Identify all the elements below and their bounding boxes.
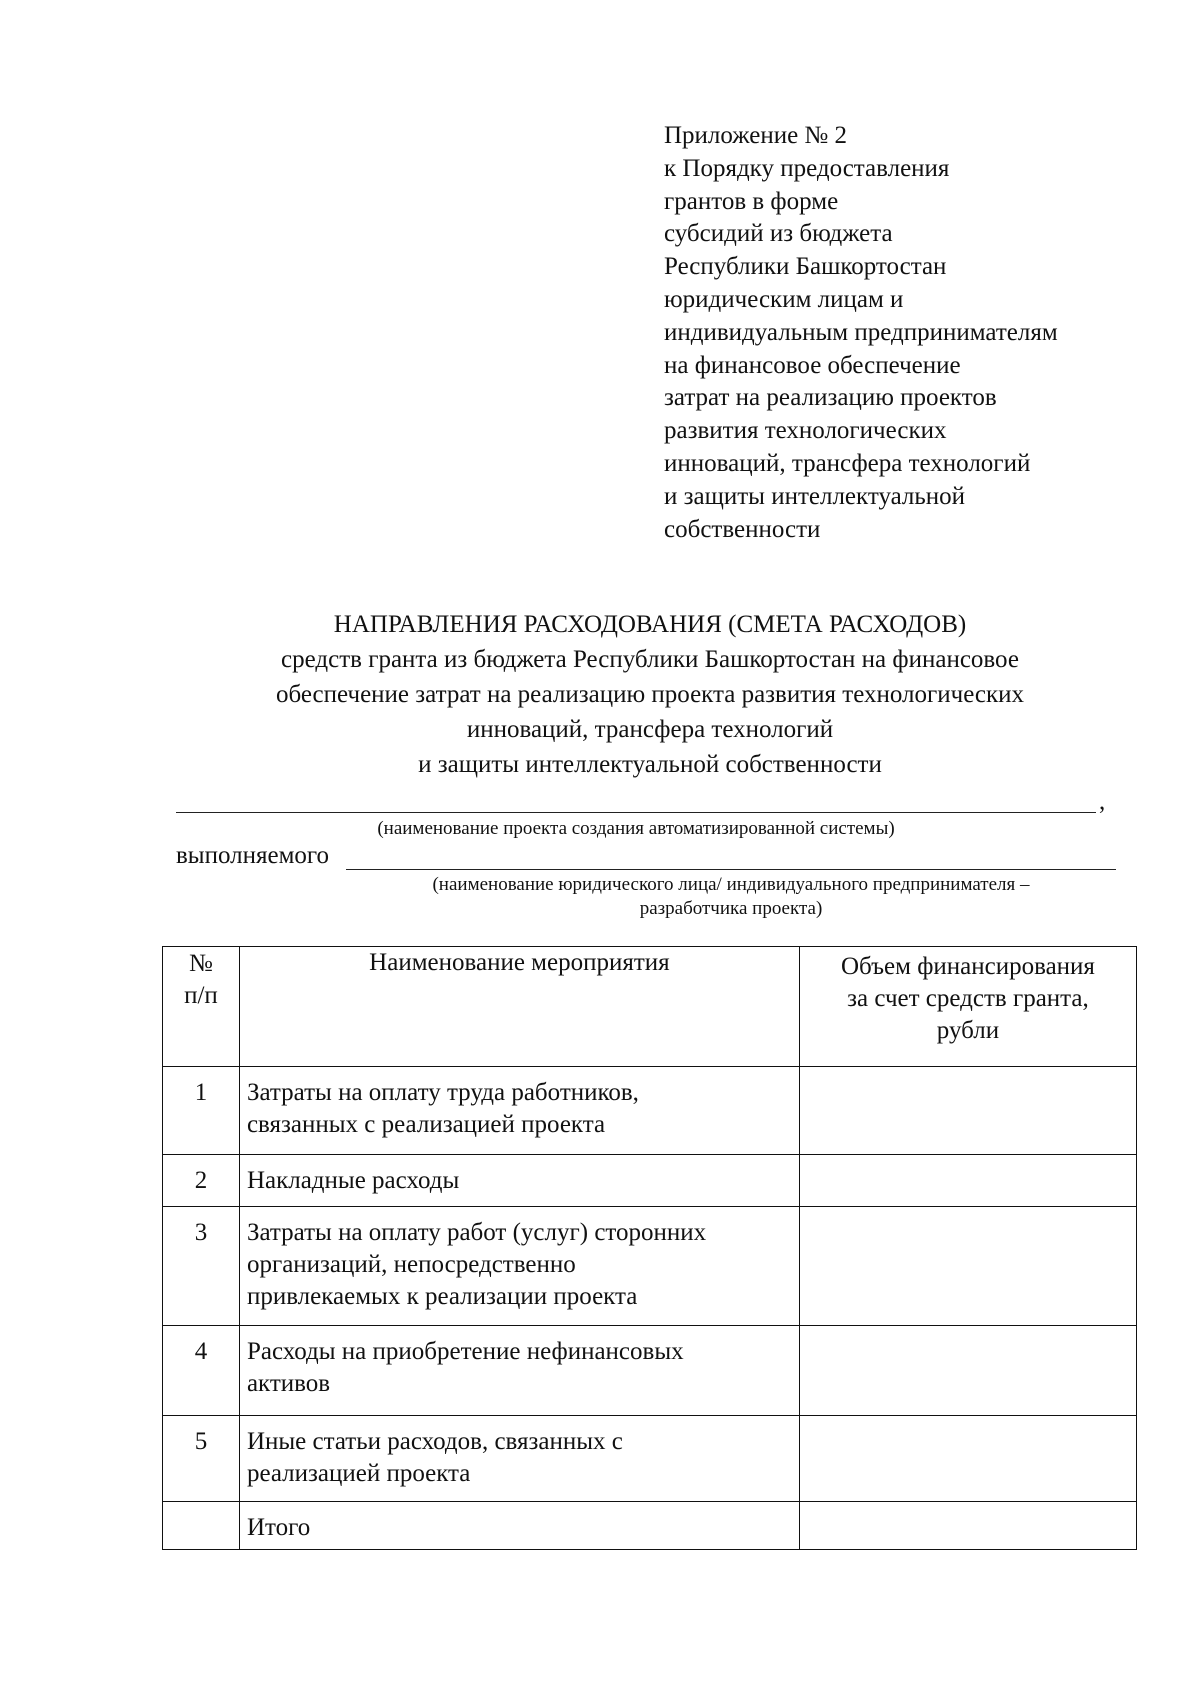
row-name-line: активов <box>246 1370 331 1397</box>
appendix-line: индивидуальным предпринимателям <box>664 318 1058 346</box>
header-name: Наименование мероприятия <box>239 947 799 1067</box>
row-name-line: Расходы на приобретение нефинансовых <box>246 1338 684 1365</box>
appendix-header <box>664 120 1164 546</box>
performer-hint-line: (наименование юридического лица/ индивидуального предпринимателя – <box>432 874 1030 895</box>
row-name-line: связанных с реализацией проекта <box>246 1111 606 1138</box>
row-num <box>163 1502 240 1550</box>
title-line: и защиты интеллектуальной собственности <box>418 751 882 778</box>
row-name <box>239 1155 799 1207</box>
row-name <box>239 1326 799 1416</box>
row-amount-cell[interactable] <box>799 1067 1136 1155</box>
appendix-line: инноваций, трансфера технологий <box>664 449 1031 477</box>
table-row <box>163 1326 1137 1416</box>
appendix-line: на финансовое обеспечение <box>664 351 961 379</box>
row-name <box>239 1502 799 1550</box>
header-amount-line: за счет средств гранта, <box>847 985 1089 1012</box>
table-row <box>163 1155 1137 1207</box>
performer-name-fill-line[interactable] <box>346 869 1116 870</box>
performer-name-hint <box>346 873 1116 921</box>
performer-label: выполняемого <box>176 842 330 869</box>
row-name-line: Иные статьи расходов, связанных с <box>246 1428 623 1455</box>
table-row <box>163 1207 1137 1326</box>
appendix-line: Республики Башкортостан <box>664 253 947 281</box>
table-row <box>163 1416 1137 1502</box>
project-line-comma: , <box>1099 788 1106 815</box>
header-num-line: № <box>189 950 213 977</box>
document-title <box>180 607 1120 782</box>
row-amount-cell[interactable] <box>799 1416 1136 1502</box>
expense-table <box>162 946 1137 1550</box>
row-num: 3 <box>163 1207 240 1326</box>
row-amount-cell[interactable] <box>799 1326 1136 1416</box>
table-header-row <box>163 947 1137 1067</box>
row-name <box>239 1207 799 1326</box>
title-line: обеспечение затрат на реализацию проекта развития технологических <box>275 681 1025 708</box>
row-num: 5 <box>163 1416 240 1502</box>
row-num: 1 <box>163 1067 240 1155</box>
appendix-line: к Порядку предоставления <box>664 154 950 182</box>
table-row <box>163 1067 1137 1155</box>
title-line: средств гранта из бюджета Республики Башкортостан на финансовое <box>281 646 1019 673</box>
row-name-line: организаций, непосредственно <box>246 1251 576 1278</box>
row-name-line: Накладные расходы <box>246 1167 460 1194</box>
project-name-hint: (наименование проекта создания автоматизированной системы) <box>377 818 895 839</box>
appendix-line: и защиты интеллектуальной <box>664 482 966 510</box>
row-num: 2 <box>163 1155 240 1207</box>
row-amount-cell[interactable] <box>799 1155 1136 1207</box>
project-name-fill-line[interactable] <box>176 812 1096 813</box>
title-line: НАПРАВЛЕНИЯ РАСХОДОВАНИЯ (СМЕТА РАСХОДОВ) <box>333 611 967 638</box>
table-row-total <box>163 1502 1137 1550</box>
row-num: 4 <box>163 1326 240 1416</box>
row-name-line: Итого <box>246 1514 311 1541</box>
row-name <box>239 1067 799 1155</box>
appendix-line: затрат на реализацию проектов <box>664 384 997 412</box>
appendix-line: субсидий из бюджета <box>664 220 893 248</box>
header-amount-line: рубли <box>936 1017 1000 1044</box>
row-amount-cell[interactable] <box>799 1207 1136 1326</box>
row-name-line: Затраты на оплату труда работников, <box>246 1079 639 1106</box>
appendix-line: собственности <box>664 515 821 543</box>
appendix-line: развития технологических <box>664 417 947 445</box>
header-num <box>163 947 240 1067</box>
row-name-line: Затраты на оплату работ (услуг) сторонних <box>246 1219 707 1246</box>
header-num-line: п/п <box>184 982 218 1009</box>
appendix-line: юридическим лицам и <box>664 285 904 313</box>
appendix-line: Приложение № 2 <box>664 122 848 149</box>
row-name-line: привлекаемых к реализации проекта <box>246 1283 638 1310</box>
performer-hint-line: разработчика проекта) <box>639 898 823 919</box>
header-amount <box>799 947 1136 1067</box>
row-name <box>239 1416 799 1502</box>
row-name-line: реализацией проекта <box>246 1460 471 1487</box>
row-amount-cell[interactable] <box>799 1502 1136 1550</box>
header-amount-line: Объем финансирования <box>840 953 1095 980</box>
title-line: инноваций, трансфера технологий <box>466 716 834 743</box>
appendix-line: грантов в форме <box>664 187 839 215</box>
